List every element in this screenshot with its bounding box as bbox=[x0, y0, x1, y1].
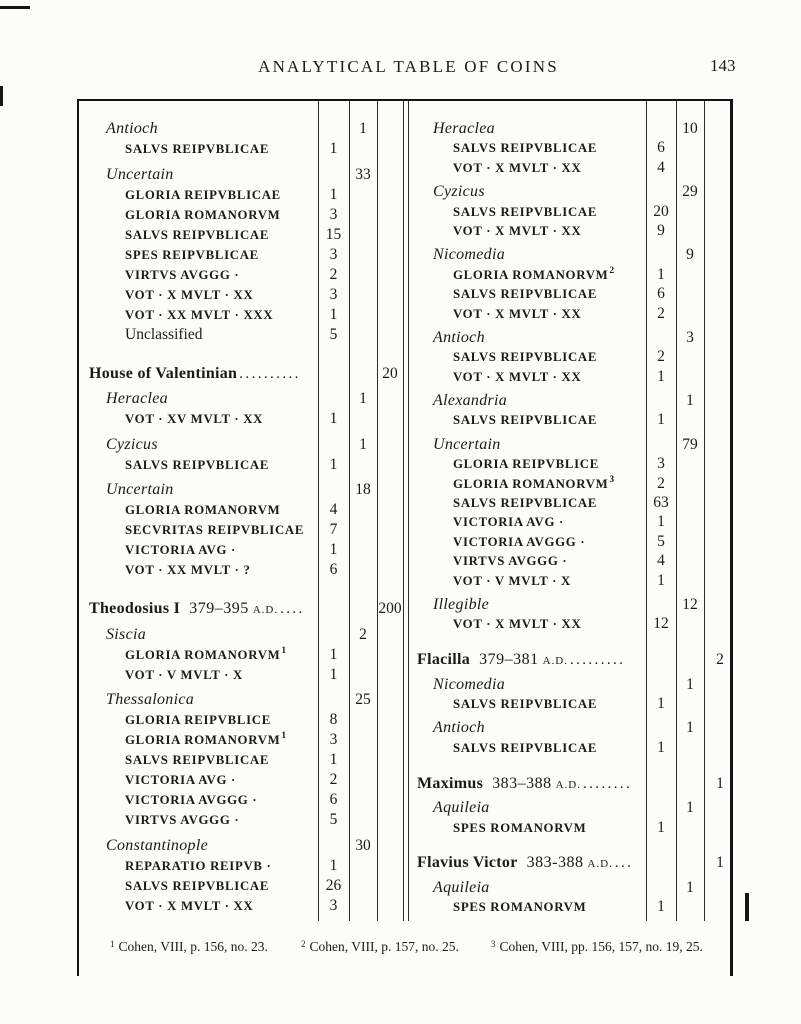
coin-legend: VIRTVS AVGGG · bbox=[453, 554, 568, 569]
page-number: 143 bbox=[710, 56, 736, 75]
ruler-name: Maximus 383–388 A.D. ........ bbox=[417, 774, 633, 792]
ruler-total: 2 bbox=[716, 651, 724, 669]
table-row-legend bbox=[409, 221, 733, 240]
coin-legend: VICTORIA AVG · bbox=[125, 773, 237, 787]
mint-total: 30 bbox=[355, 836, 371, 854]
coin-legend: VOT · V MVLT · X bbox=[125, 667, 243, 682]
table-row-mint bbox=[79, 119, 403, 139]
legend-count: 2 bbox=[657, 348, 665, 366]
table-row-legend bbox=[79, 185, 403, 205]
legend-count: 6 bbox=[329, 791, 338, 808]
table-row-legend bbox=[79, 285, 403, 305]
table-row-mint bbox=[409, 675, 733, 694]
coin-legend: VOT · X MVLT · XX bbox=[125, 287, 254, 302]
coin-legend: VICTORIA AVG · bbox=[453, 515, 565, 530]
mint-total: 18 bbox=[355, 481, 371, 498]
mint-name: Aquileia bbox=[433, 799, 490, 817]
table-row-legend bbox=[79, 790, 403, 810]
table-row-legend bbox=[79, 810, 403, 830]
mint-total: 12 bbox=[682, 595, 698, 613]
footnote-marker: 3 bbox=[491, 939, 496, 949]
table-row-mint bbox=[79, 389, 403, 409]
mint-total: 29 bbox=[682, 183, 698, 201]
table-row-mint bbox=[409, 391, 733, 410]
coin-legend: SALVS REIPVBLICAE bbox=[453, 141, 598, 156]
table-row-legend bbox=[409, 493, 733, 512]
ad-label: A.D. bbox=[252, 604, 279, 616]
mint-total: 2 bbox=[359, 625, 367, 643]
table-row-legend bbox=[79, 225, 403, 245]
coin-legend: SALVS REIPVBLICAE bbox=[453, 413, 598, 428]
table-row-plain bbox=[79, 325, 403, 345]
table-row-legend bbox=[79, 500, 403, 520]
legend-count: 1 bbox=[329, 645, 338, 663]
legend-count: 5 bbox=[329, 811, 338, 828]
coin-legend: VIRTVS AVGGG · bbox=[125, 267, 240, 282]
table-row-mint bbox=[409, 119, 733, 138]
table-row-ruler bbox=[79, 364, 403, 384]
table-row-legend bbox=[409, 571, 733, 590]
legend-count: 63 bbox=[653, 494, 669, 512]
legend-count: 1 bbox=[329, 856, 338, 874]
ad-label: A.D. bbox=[587, 858, 613, 871]
table-row-mint bbox=[409, 798, 733, 817]
table-row-mint bbox=[409, 718, 733, 737]
mint-total: 1 bbox=[686, 719, 694, 737]
footnote-marker: 3 bbox=[609, 474, 615, 485]
coin-legend: VOT · XX MVLT · XXX bbox=[125, 307, 274, 322]
legend-count: 7 bbox=[329, 521, 338, 538]
table-row-legend bbox=[79, 710, 403, 730]
table-row-legend bbox=[409, 694, 733, 713]
ruler-dates: 383-388 bbox=[526, 854, 584, 872]
table-row-legend bbox=[79, 305, 403, 325]
table-row-legend bbox=[79, 520, 403, 540]
legend-count: 3 bbox=[329, 731, 338, 748]
mint-name: Siscia bbox=[106, 625, 147, 643]
table-row-legend bbox=[409, 454, 733, 473]
ad-label: A.D. bbox=[542, 655, 568, 668]
legend-count: 3 bbox=[329, 896, 338, 914]
table-row-legend bbox=[409, 158, 733, 177]
dot-leader: ... bbox=[614, 855, 634, 872]
table-row-legend bbox=[79, 876, 403, 896]
table-row-legend bbox=[79, 770, 403, 790]
table-row-legend bbox=[79, 139, 403, 159]
table-row-legend bbox=[409, 474, 733, 493]
mint-name: Thessalonica bbox=[106, 691, 195, 708]
ruler-name: Flavius Victor 383-388 A.D. ... bbox=[417, 854, 634, 872]
mint-name: Heraclea bbox=[106, 390, 168, 407]
table-row-mint bbox=[79, 435, 403, 455]
mint-name: Nicomedia bbox=[433, 246, 506, 264]
legend-count: 6 bbox=[657, 285, 665, 303]
coin-legend: GLORIA ROMANORVM$^2$ bbox=[453, 265, 615, 282]
mint-name: Uncertain bbox=[106, 165, 174, 183]
table-row-legend bbox=[409, 410, 733, 429]
coin-legend: GLORIA ROMANORVM$^3$ bbox=[453, 474, 615, 491]
table-row-legend bbox=[79, 896, 403, 916]
mint-name: Cyzicus bbox=[433, 183, 485, 201]
mint-total: 1 bbox=[359, 120, 367, 137]
legend-count: 5 bbox=[657, 532, 665, 550]
legend-count: 1 bbox=[657, 571, 665, 589]
legend-count: 15 bbox=[325, 225, 342, 243]
table-row-mint bbox=[409, 182, 733, 201]
mint-total: 33 bbox=[355, 165, 371, 183]
legend-count: 4 bbox=[657, 552, 665, 570]
table-row-legend bbox=[409, 551, 733, 570]
legend-count: 2 bbox=[329, 265, 338, 283]
table-row-mint bbox=[409, 878, 733, 897]
table-row-legend bbox=[79, 750, 403, 770]
coin-legend: VOT · XV MVLT · XX bbox=[125, 412, 264, 426]
footnote: $^3$ Cohen, VIII, pp. 156, 157, no. 19, 25. bbox=[491, 939, 703, 954]
ruler-total: 1 bbox=[716, 854, 724, 872]
mint-name: Heraclea bbox=[433, 120, 495, 137]
coin-legend: SPES ROMANORVM bbox=[453, 820, 587, 835]
coin-legend: SPES ROMANORVM bbox=[453, 900, 587, 915]
legend-count: 4 bbox=[657, 158, 665, 176]
table-row-legend bbox=[409, 367, 733, 386]
center-divider-rule bbox=[403, 101, 404, 921]
coin-legend: SALVS REIPVBLICAE bbox=[125, 227, 270, 242]
mint-name: Antioch bbox=[433, 328, 485, 346]
legend-count: 1 bbox=[329, 140, 338, 157]
table-row-legend bbox=[79, 205, 403, 225]
dot-leader: .......... bbox=[239, 365, 301, 382]
coin-legend: VOT · X MVLT · XX bbox=[453, 306, 582, 321]
mint-name: Constantinople bbox=[106, 836, 208, 854]
table-row-mint bbox=[79, 165, 403, 185]
mint-total: 1 bbox=[686, 675, 694, 693]
table-row-legend bbox=[409, 738, 733, 757]
table-row-legend bbox=[79, 560, 403, 580]
coin-legend: GLORIA ROMANORVM$^1$ bbox=[125, 645, 287, 662]
mint-name: Antioch bbox=[433, 719, 485, 737]
mint-name: Alexandria bbox=[433, 392, 508, 410]
legend-count: 2 bbox=[329, 771, 338, 788]
legend-count: 1 bbox=[657, 898, 665, 916]
legend-count: 3 bbox=[329, 285, 338, 303]
coin-legend: SECVRITAS REIPVBLICAE bbox=[125, 523, 305, 537]
ruler-name: Theodosius I 379–395 A.D. .... bbox=[89, 600, 305, 617]
table-row-legend bbox=[79, 455, 403, 475]
mint-name: Uncertain bbox=[106, 481, 174, 498]
legend-count: 1 bbox=[329, 305, 338, 323]
coin-legend: VICTORIA AVGGG · bbox=[125, 793, 258, 807]
table-row-mint bbox=[79, 625, 403, 645]
table-row-ruler bbox=[409, 774, 733, 793]
table-row-mint bbox=[79, 836, 403, 856]
table-row-mint bbox=[79, 690, 403, 710]
coin-legend: SALVS REIPVBLICAE bbox=[453, 350, 598, 365]
ad-label: A.D. bbox=[555, 778, 581, 791]
table-row-legend bbox=[409, 532, 733, 551]
legend-count: 20 bbox=[653, 202, 669, 220]
mint-total: 79 bbox=[682, 435, 698, 453]
legend-count: 3 bbox=[329, 245, 338, 263]
table-row-legend bbox=[409, 304, 733, 323]
legend-count: 12 bbox=[653, 615, 669, 633]
legend-count: 1 bbox=[657, 367, 665, 385]
coin-legend: SALVS REIPVBLICAE bbox=[453, 740, 598, 755]
table-row-legend bbox=[79, 540, 403, 560]
table-row-legend bbox=[79, 245, 403, 265]
legend-count: 1 bbox=[329, 665, 338, 683]
footnote: $^2$ Cohen, VIII, p. 157, no. 25. bbox=[301, 939, 459, 954]
coin-legend: SALVS REIPVBLICAE bbox=[453, 697, 598, 712]
table-row-legend bbox=[79, 730, 403, 750]
page-title: ANALYTICAL TABLE OF COINS bbox=[258, 57, 559, 76]
coin-legend: VOT · X MVLT · XX bbox=[453, 160, 582, 175]
mint-total: 10 bbox=[682, 120, 698, 137]
dot-leader: ......... bbox=[569, 652, 626, 669]
mint-total: 1 bbox=[686, 799, 694, 817]
table-row-ruler bbox=[79, 599, 403, 619]
mint-total: 1 bbox=[359, 435, 367, 453]
mint-total: 1 bbox=[686, 878, 694, 896]
legend-count: 1 bbox=[657, 738, 665, 756]
table-row-ruler bbox=[409, 650, 733, 669]
table-row-ruler bbox=[409, 853, 733, 872]
table-row-legend bbox=[409, 265, 733, 284]
coin-legend: SALVS REIPVBLICAE bbox=[453, 204, 598, 219]
table-row-legend bbox=[79, 665, 403, 685]
table-row-legend bbox=[409, 347, 733, 366]
table-row-legend bbox=[79, 409, 403, 429]
coin-legend: GLORIA ROMANORVM bbox=[125, 503, 281, 517]
legend-count: 1 bbox=[329, 541, 338, 558]
legend-count: 1 bbox=[329, 410, 338, 427]
coin-legend: GLORIA ROMANORVM bbox=[125, 207, 281, 222]
table-row-legend bbox=[79, 265, 403, 285]
legend-count: 1 bbox=[657, 818, 665, 836]
coin-legend: VOT · XX MVLT · ? bbox=[125, 563, 251, 577]
coin-legend: GLORIA REIPVBLICE bbox=[125, 713, 271, 727]
table-row-legend bbox=[409, 138, 733, 157]
table-row-legend bbox=[409, 284, 733, 303]
mint-total: 25 bbox=[355, 691, 371, 708]
coin-legend: VIRTVS AVGGG · bbox=[125, 813, 240, 827]
table-row-legend bbox=[409, 897, 733, 916]
coin-legend: SALVS REIPVBLICAE bbox=[453, 496, 598, 511]
scan-artifact bbox=[0, 86, 3, 106]
coin-legend: VICTORIA AVGGG · bbox=[453, 534, 586, 549]
table-row-mint bbox=[409, 245, 733, 264]
coin-legend: GLORIA REIPVBLICAE bbox=[125, 187, 281, 202]
mint-total: 1 bbox=[359, 390, 367, 407]
coin-legend: GLORIA ROMANORVM$^1$ bbox=[125, 731, 287, 747]
ruler-total: 200 bbox=[378, 600, 402, 617]
coin-legend: GLORIA REIPVBLICE bbox=[453, 457, 599, 472]
table-right-half bbox=[409, 101, 733, 917]
legend-count: 1 bbox=[657, 411, 665, 429]
mint-name: Aquileia bbox=[433, 878, 490, 896]
footnote-marker: 1 bbox=[281, 731, 287, 741]
table-row-legend bbox=[409, 818, 733, 837]
legend-count: 8 bbox=[329, 711, 338, 728]
entry-label: Unclassified bbox=[125, 325, 203, 343]
table-row-mint bbox=[409, 595, 733, 614]
legend-count: 9 bbox=[657, 221, 665, 239]
coin-legend: SALVS REIPVBLICAE bbox=[125, 753, 270, 767]
legend-count: 2 bbox=[657, 474, 665, 492]
scan-artifact bbox=[745, 893, 749, 921]
table-row-mint bbox=[409, 435, 733, 454]
coin-legend: SPES REIPVBLICAE bbox=[125, 247, 259, 262]
table-row-mint bbox=[79, 480, 403, 500]
legend-count: 1 bbox=[329, 751, 338, 768]
footnote-marker: 2 bbox=[609, 265, 615, 276]
mint-name: Uncertain bbox=[433, 435, 501, 453]
table-row-legend bbox=[409, 202, 733, 221]
table-row-legend bbox=[79, 645, 403, 665]
legend-count: 3 bbox=[657, 455, 665, 473]
coin-legend: SALVS REIPVBLICAE bbox=[125, 878, 270, 893]
coin-legend: VOT · V MVLT · X bbox=[453, 573, 571, 588]
ruler-name: House of Valentinian .......... bbox=[89, 364, 301, 382]
ruler-total: 20 bbox=[382, 364, 398, 382]
coin-legend: SALVS REIPVBLICAE bbox=[125, 457, 270, 472]
legend-count: 3 bbox=[329, 205, 338, 223]
coin-legend: VOT · X MVLT · XX bbox=[453, 369, 582, 384]
table-row-legend bbox=[79, 856, 403, 876]
legend-count: 1 bbox=[657, 695, 665, 713]
ruler-dates: 379–395 bbox=[189, 600, 249, 617]
footnotes bbox=[77, 939, 733, 961]
coin-legend: SALVS REIPVBLICAE bbox=[125, 142, 270, 156]
mint-total: 3 bbox=[686, 328, 694, 346]
mint-total: 9 bbox=[686, 246, 694, 264]
ruler-dates: 383–388 bbox=[492, 774, 552, 792]
legend-count: 5 bbox=[329, 325, 338, 343]
legend-count: 1 bbox=[329, 185, 338, 203]
scan-artifact bbox=[0, 6, 30, 9]
mint-name: Illegible bbox=[433, 595, 490, 613]
legend-count: 2 bbox=[657, 304, 665, 322]
mint-total: 1 bbox=[686, 392, 694, 410]
dot-leader: ........ bbox=[583, 775, 633, 792]
footnote-marker: 1 bbox=[110, 939, 115, 949]
coin-legend: REPARATIO REIPVB · bbox=[125, 858, 272, 873]
legend-count: 1 bbox=[657, 513, 665, 531]
legend-count: 6 bbox=[657, 139, 665, 157]
table-row-legend bbox=[409, 614, 733, 633]
footnote-marker: 2 bbox=[301, 939, 306, 949]
mint-name: Nicomedia bbox=[433, 675, 506, 693]
coin-legend: VOT · X MVLT · XX bbox=[453, 223, 582, 238]
legend-count: 1 bbox=[329, 455, 338, 473]
legend-count: 1 bbox=[657, 265, 665, 283]
legend-count: 4 bbox=[329, 501, 338, 518]
legend-count: 26 bbox=[325, 876, 342, 894]
ruler-total: 1 bbox=[716, 774, 724, 792]
mint-name: Antioch bbox=[106, 120, 158, 137]
mint-name: Cyzicus bbox=[106, 435, 158, 453]
ruler-dates: 379–381 bbox=[479, 651, 539, 669]
coin-legend: SALVS REIPVBLICAE bbox=[453, 287, 598, 302]
footnote-marker: 1 bbox=[281, 645, 287, 656]
coin-legend: VOT · X MVLT · XX bbox=[453, 617, 582, 632]
coin-legend: VOT · X MVLT · XX bbox=[125, 898, 254, 913]
ruler-name: Flacilla 379–381 A.D. ......... bbox=[417, 651, 626, 669]
footnote: $^1$ Cohen, VIII, p. 156, no. 23. bbox=[110, 939, 268, 954]
table-row-legend bbox=[409, 512, 733, 531]
table-left-half bbox=[79, 101, 403, 916]
table-row-mint bbox=[409, 328, 733, 347]
legend-count: 6 bbox=[329, 561, 338, 578]
dot-leader: .... bbox=[280, 601, 305, 617]
coin-legend: VICTORIA AVG · bbox=[125, 543, 237, 557]
coins-table bbox=[77, 99, 733, 976]
